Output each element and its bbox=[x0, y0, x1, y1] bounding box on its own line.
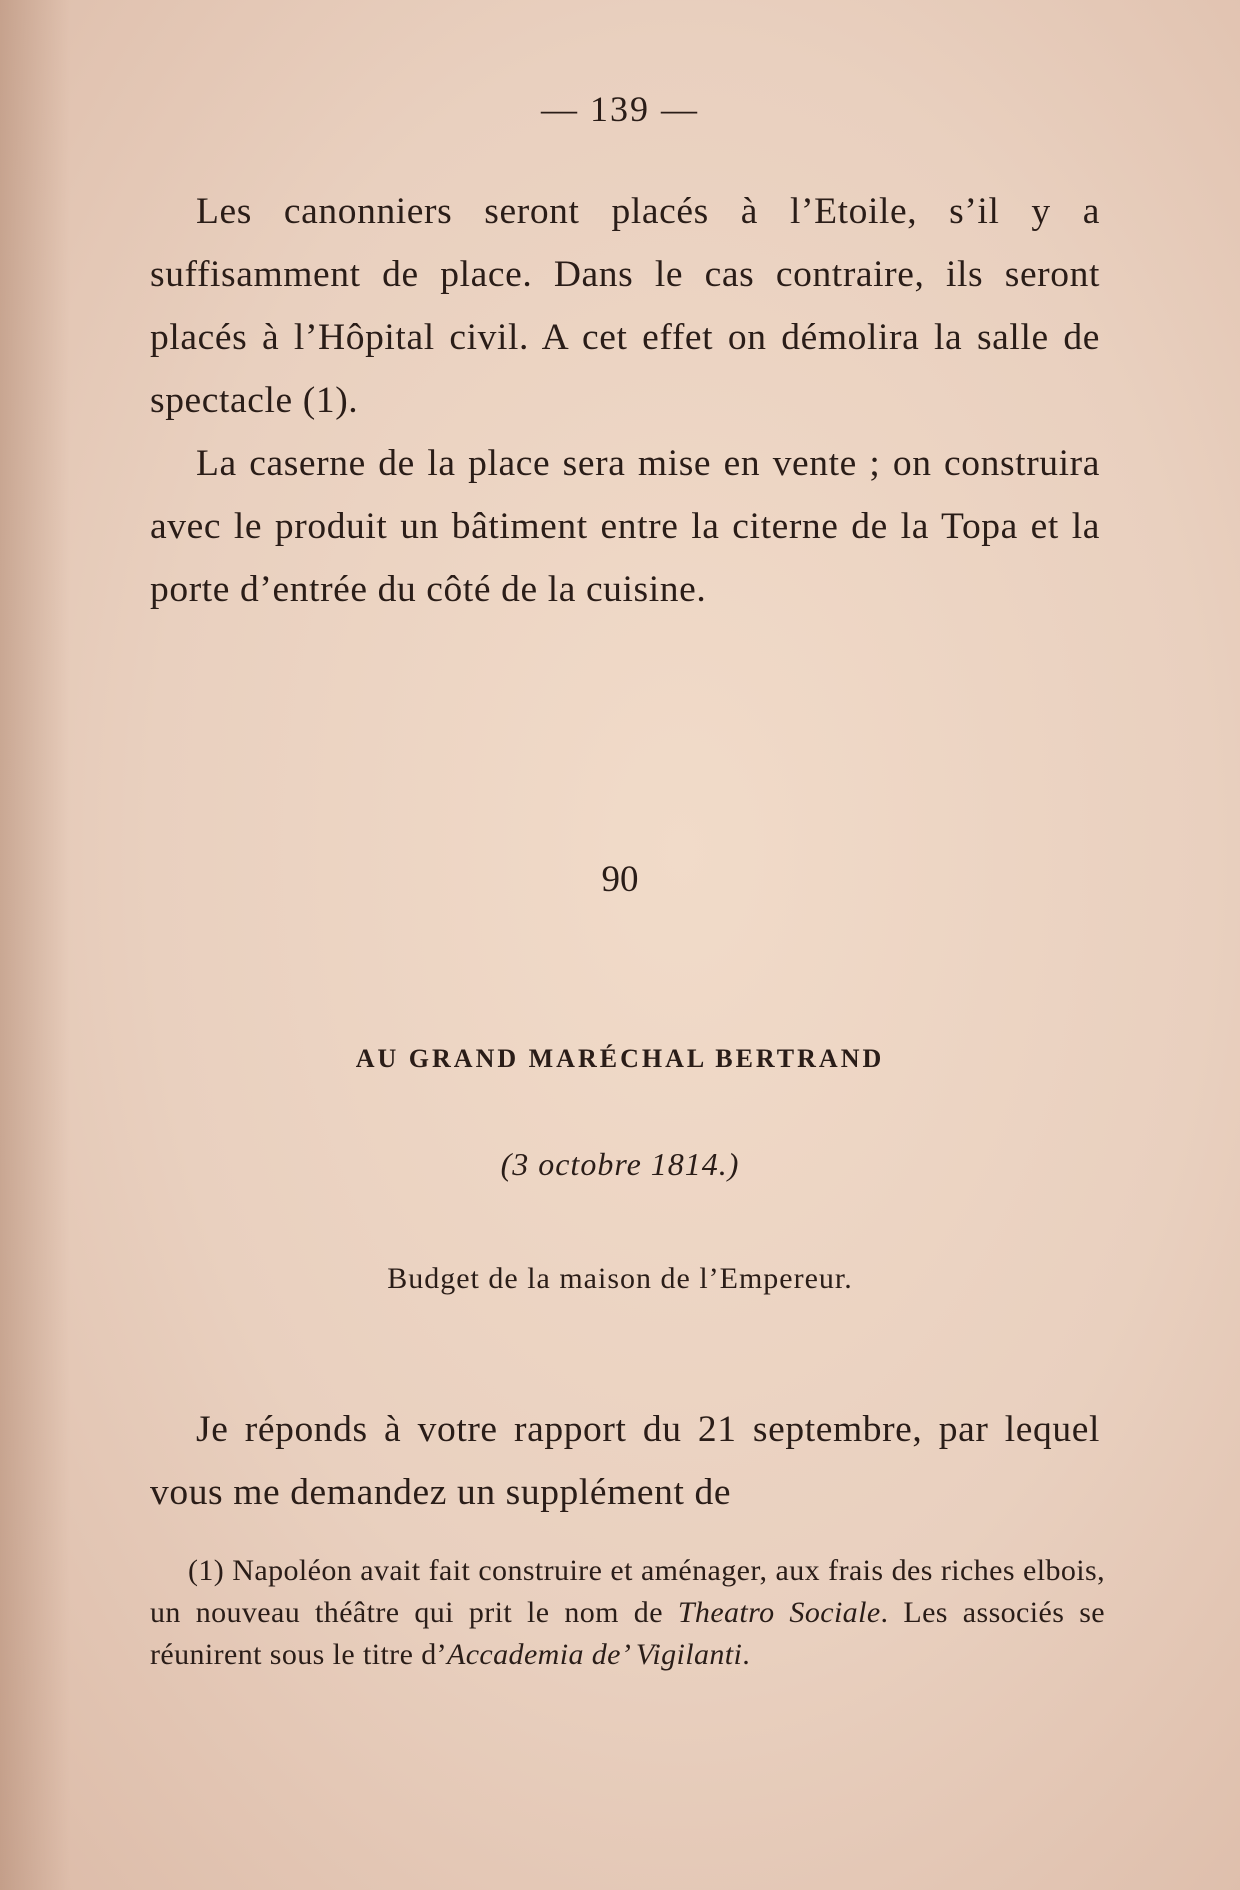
letter-recipient: AU GRAND MARÉCHAL BERTRAND bbox=[355, 1044, 885, 1073]
footnote-text-2: . Les associés se réunirent sous le titre d’ bbox=[150, 1596, 1105, 1671]
page-binding-shadow bbox=[0, 0, 70, 1890]
letter-number: 90 bbox=[601, 859, 639, 900]
letter-date: (3 octobre 1814.) bbox=[500, 1146, 740, 1182]
footnote-academy-name: Accademia de’ Vigilanti bbox=[446, 1638, 743, 1671]
page-number: — 139 — bbox=[541, 89, 699, 129]
footnote-theatre-name: Theatro Sociale bbox=[677, 1596, 881, 1629]
footnote-text-1: (1) Napoléon avait fait construire et aménager, aux frais des riches elbois, un nouveau théâtre qui prit le nom de bbox=[150, 1554, 1105, 1629]
paragraph-canonniers: Les canonniers seront placés à l’Etoile, s’il y a suffisamment de place. Dans le cas contraire, ils seront placés à l’Hôpital civil. A cet effet on démolira la salle de spectacle (1). bbox=[150, 191, 1100, 421]
footnote bbox=[150, 1550, 1105, 1676]
letter-opening-paragraph: Je réponds à votre rapport du 21 septembre, par lequel vous me demandez un supplément de bbox=[150, 1409, 1100, 1513]
paragraph-caserne: La caserne de la place sera mise en vente ; on construira avec le produit un bâtiment entre la citerne de la Topa et la porte d’entrée du côté de la cuisine. bbox=[150, 443, 1100, 610]
letter-subject: Budget de la maison de l’Empereur. bbox=[387, 1262, 853, 1295]
footnote-text-3: . bbox=[742, 1638, 751, 1671]
